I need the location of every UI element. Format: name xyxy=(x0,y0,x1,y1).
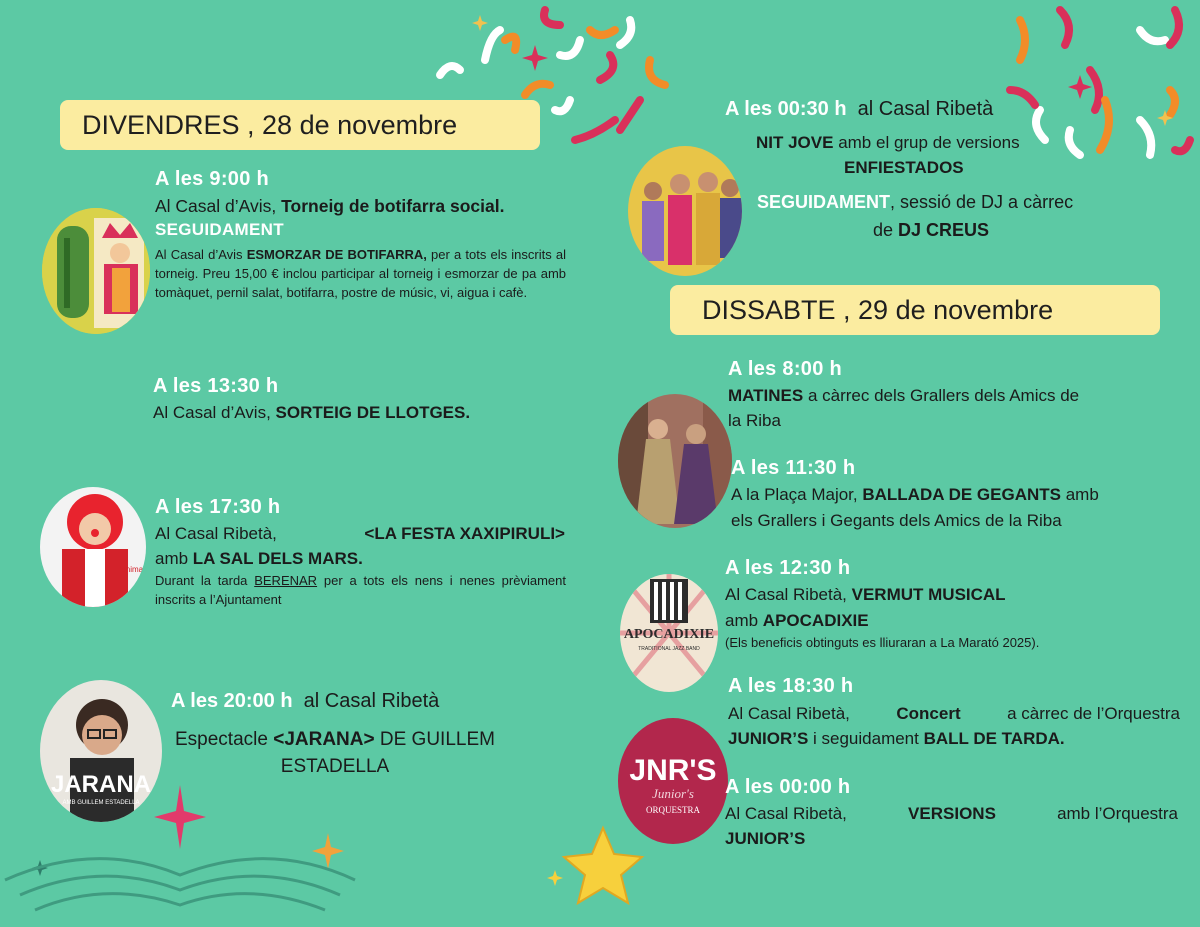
saturday-e4-line-bold: Concert xyxy=(896,704,961,723)
saturday-e4-line2-bold: JUNIOR’S xyxy=(728,729,809,748)
friday-e3-time: A les 17:30 h xyxy=(155,496,281,518)
saturday-e5-line-bold: VERSIONS xyxy=(908,804,996,823)
jnrs-logo-sub: ORQUESTRA xyxy=(645,805,701,815)
saturday-e4-line2 xyxy=(728,729,1065,749)
night-dj-line xyxy=(873,220,989,241)
saturday-e2-line-post: amb xyxy=(1061,485,1099,504)
friday-e4-line2: ESTADELLA xyxy=(280,756,390,777)
juniors-illustration xyxy=(618,718,728,844)
saturday-e4-line2-mid: i seguidament xyxy=(808,729,924,748)
saturday-e2-line-pre: A la Plaça Major, xyxy=(731,485,863,504)
saturday-e4-time: A les 18:30 h xyxy=(728,675,854,697)
apocadixie-logo-image xyxy=(620,574,718,692)
friday-e3-note xyxy=(155,571,566,609)
night-time-post: al Casal Ribetà xyxy=(857,98,994,120)
apocadixie-logo-sub: TRADITIONAL JAZZ BAND xyxy=(638,646,700,652)
friday-e1-seg: SEGUIDAMENT xyxy=(155,220,284,239)
juniors-orquestra-logo-image xyxy=(618,718,728,844)
saturday-e4-line-pre: Al Casal Ribetà, xyxy=(728,704,850,723)
jarana-logo-text: JARANA xyxy=(50,771,152,798)
friday-e3-line2 xyxy=(155,549,363,569)
friday-banner xyxy=(60,100,540,150)
saturday-e2-time: A les 11:30 h xyxy=(731,457,856,479)
friday-e3-note-pre: Durant la tarda xyxy=(155,573,255,588)
friday-e1-line-bold: Torneig de botifarra social. xyxy=(281,196,505,216)
friday-e1-desc-post: per a tots els inscrits al torneig. Preu 15,00 € inclou participar al torneig i esmorzar de pa amb tomàquet, pernil salat, botifarra, postre de músic, vi, aigua i cafè. xyxy=(155,247,566,300)
friday-e2-line-pre: Al Casal d’Avis, xyxy=(153,403,276,422)
friday-e1-desc xyxy=(155,245,566,302)
clown-illustration xyxy=(40,487,146,607)
night-seg: SEGUIDAMENT xyxy=(757,192,891,212)
apocadixie-illustration xyxy=(620,574,718,692)
saturday-e5-line2 xyxy=(725,829,805,849)
friday-e1-desc-bold: ESMORZAR DE BOTIFARRA, xyxy=(246,247,427,262)
saturday-e4-line xyxy=(728,704,1180,724)
saturday-e5-line-post: amb l’Orquestra xyxy=(1057,804,1178,823)
friday-e3-note-post: per a tots els nens i nenes prèviament inscrits a l’Ajuntament xyxy=(155,573,566,607)
friday-e1-time: A les 9:00 h xyxy=(155,168,270,190)
jarana-illustration xyxy=(40,680,162,822)
saturday-e1-line2: la Riba xyxy=(728,411,781,430)
friday-e3-line2-pre: amb xyxy=(155,549,193,568)
friday-e4-line-bold: <JARANA> xyxy=(273,729,375,750)
jarana-logo-sub: AMB GUILLEM ESTADELLA xyxy=(62,800,140,806)
saturday-e3-line xyxy=(725,585,1006,605)
friday-e4-time-post: al Casal Ribetà xyxy=(303,690,440,712)
saturday-e4-line2-bold2: BALL DE TARDA. xyxy=(923,729,1065,748)
night-time: A les 00:30 h xyxy=(725,98,847,120)
night-line-post: amb el grup de versions xyxy=(833,133,1020,152)
night-line-bold: NIT JOVE xyxy=(756,133,834,152)
friday-e3-line-bold: <LA FESTA XAXIPIRULI> xyxy=(364,524,565,543)
enfiestados-band-image xyxy=(628,146,742,276)
apocadixie-logo-text: APOCADIXIE xyxy=(623,627,715,642)
saturday-e3-line2 xyxy=(725,611,869,631)
saturday-e5-line2-bold: JUNIOR’S xyxy=(725,829,806,848)
night-seg-line xyxy=(757,192,1073,213)
saturday-e3-line2-pre: amb xyxy=(725,611,763,630)
saturday-banner xyxy=(670,285,1160,335)
jnrs-logo-text: JNR'S xyxy=(629,754,717,787)
friday-e4-line xyxy=(160,729,510,751)
night-dj-pre: de xyxy=(873,220,899,240)
friday-e3-line2-bold: LA SAL DELS MARS. xyxy=(192,549,363,568)
band-illustration xyxy=(628,146,742,276)
saturday-e1-line-bold: MATINES xyxy=(728,386,804,405)
night-seg-post: , sessió de DJ a càrrec xyxy=(890,192,1074,212)
saturday-e2-line xyxy=(731,485,1099,505)
saturday-e1-time: A les 8:00 h xyxy=(728,358,843,380)
jnrs-logo-script: Junior's xyxy=(652,786,694,801)
saturday-e5-line-pre: Al Casal Ribetà, xyxy=(725,804,847,823)
night-line2 xyxy=(844,158,964,178)
saturday-e2-line-bold: BALLADA DE GEGANTS xyxy=(862,485,1061,504)
saturday-e3-line-pre: Al Casal Ribetà, xyxy=(725,585,852,604)
friday-banner-label: DIVENDRES , 28 de novembre xyxy=(82,110,458,140)
saturday-e5-line xyxy=(725,804,1178,824)
saturday-e4-line-post: a càrrec de l’Orquestra xyxy=(1007,704,1180,723)
friday-e1-line-pre: Al Casal d’Avis, xyxy=(155,196,282,216)
saturday-e3-note: (Els beneficis obtinguts es lliuraran a La Marató 2025). xyxy=(725,635,1040,650)
jarana-poster-image xyxy=(40,680,162,822)
saturday-e2-line2: els Grallers i Gegants dels Amics de la Riba xyxy=(731,511,1062,530)
friday-e1-line xyxy=(155,196,504,217)
saturday-e1-line-post: a càrrec dels Grallers dels Amics de xyxy=(803,386,1080,405)
night-line xyxy=(756,133,1020,153)
cards-illustration xyxy=(42,208,150,334)
friday-e3-line-pre: Al Casal Ribetà, xyxy=(155,524,277,543)
friday-e4-line-pre: Espectacle xyxy=(175,729,274,750)
saturday-banner-label: DISSABTE , 29 de novembre xyxy=(702,295,1054,325)
animacio-text: l'anima xyxy=(118,565,144,574)
saturday-e3-time: A les 12:30 h xyxy=(725,557,851,579)
saturday-e5-time: A les 00:00 h xyxy=(725,776,851,798)
gegants-illustration xyxy=(618,394,732,528)
friday-e3-line xyxy=(155,524,565,544)
botifarra-cards-image xyxy=(42,208,150,334)
gegants-image xyxy=(618,394,732,528)
friday-e4-line-post: DE GUILLEM xyxy=(374,729,495,750)
friday-e1-desc-pre: Al Casal d’Avis xyxy=(155,247,247,262)
berenar-link: BERENAR xyxy=(254,573,318,588)
friday-e4-heading xyxy=(171,690,439,713)
night-dj-bold: DJ CREUS xyxy=(898,220,990,240)
night-heading xyxy=(725,98,993,121)
xaxipiruli-clown-image xyxy=(40,487,146,607)
saturday-e1-line xyxy=(728,386,1079,406)
saturday-e3-line2-bold: APOCADIXIE xyxy=(762,611,869,630)
friday-e2-time: A les 13:30 h xyxy=(153,375,279,397)
friday-e4-time: A les 20:00 h xyxy=(171,690,293,712)
friday-e2-line-bold: SORTEIG DE LLOTGES. xyxy=(275,403,471,422)
saturday-e3-line-bold: VERMUT MUSICAL xyxy=(851,585,1006,604)
night-band: ENFIESTADOS xyxy=(844,158,964,177)
friday-e2-line xyxy=(153,403,470,423)
